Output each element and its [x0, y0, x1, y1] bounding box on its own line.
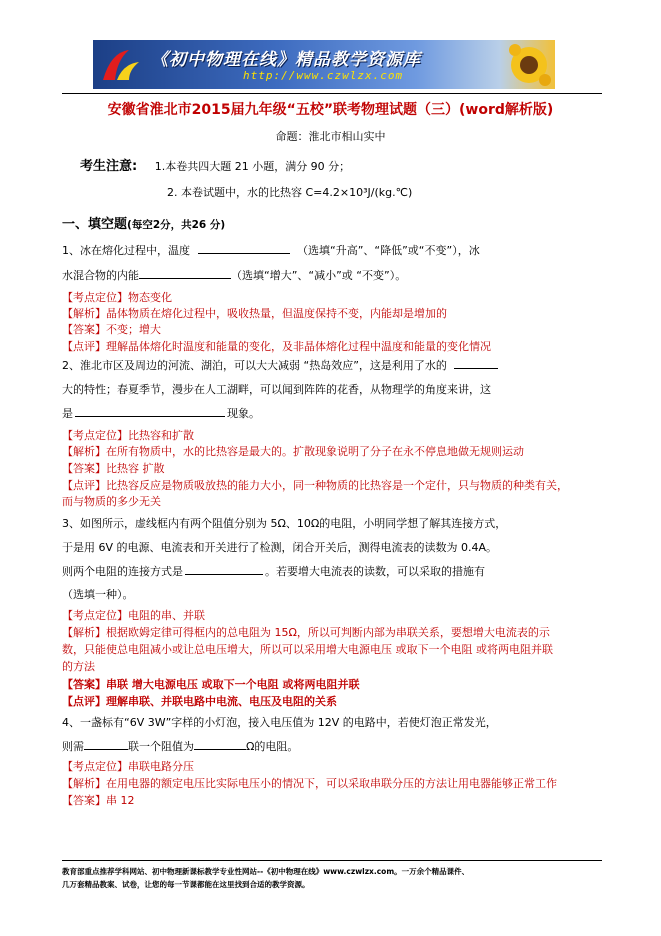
footer-line-2: 几万套精品教案、试卷，让您的每一节课都能在这里找到合适的教学资源。: [62, 880, 310, 889]
notice: [80, 155, 350, 174]
question-2-line-1: 2、淮北市区及周边的河流、湖泊，可以大大减弱 “热岛效应”，这是利用了水的: [62, 357, 498, 373]
sunflower-image: [507, 44, 551, 86]
q3-analysis: 【解析】根据欧姆定律可得框内的总电阻为 15Ω，所以可判断内部为串联关系，要想增大电流表的示: [62, 626, 550, 639]
q4-point: 【考点定位】串联电路分压: [62, 760, 194, 773]
answer-blank[interactable]: [454, 358, 498, 369]
answer-blank[interactable]: [194, 739, 246, 750]
question-3-line-1: 3、如图所示，虚线框内有两个阻值分别为 5Ω、10Ω的电阻，小明同学想了解其连接方式，: [62, 517, 507, 530]
q1-answer: 【答案】不变；增大: [62, 323, 161, 336]
section-title: 一、填空题: [62, 217, 128, 232]
header-divider: [62, 93, 602, 94]
q2-comment: 【点评】比热容反应是物质吸放热的能力大小，同一种物质的比热容是一个定什，只与物质的种类有关，: [62, 479, 568, 492]
q3-analysis-end: 的方法: [62, 660, 95, 673]
answer-blank[interactable]: [198, 243, 290, 254]
footer-line-1: 教育部重点推荐学科网站、初中物理新课标教学专业性网站--《初中物理在线》www.czwlzx.com。一万余个精品课件、: [62, 867, 470, 876]
q3-answer: 【答案】串联 增大电源电压 或取下一个电阻 或将两电阻并联: [62, 678, 360, 691]
q2-point: 【考点定位】比热容和扩散: [62, 429, 194, 442]
page-title: 安徽省淮北市2015届九年级“五校”联考物理试题（三）(word解析版): [107, 102, 554, 118]
question-2-line-3: 是 现象。: [62, 407, 260, 420]
question-3-line-2: 于是用 6V 的电源、电流表和开关进行了检测，闭合开关后，测得电流表的读数为 0.4A。: [62, 541, 498, 554]
section-heading: [62, 213, 225, 232]
answer-blank[interactable]: [84, 739, 128, 750]
notice-label: 考生注意:: [80, 159, 138, 174]
header-banner: [93, 40, 555, 89]
question-1-line-2: 水混合物的内能 （选填“增大”、“减小”或 “不变”）。: [62, 269, 407, 282]
question-1-line-1: 1、冰在熔化过程中，温度 （选填“升高”、“降低”或“不变”），冰: [62, 244, 480, 257]
notice-item-2: 2. 本卷试题中，水的比热容 C=4.2×10³J/(kg.℃): [167, 186, 413, 199]
question-4-line-1: 4、一盏标有“6V 3W”字样的小灯泡，接入电压值为 12V 的电路中，若使灯泡正常发光，: [62, 716, 497, 729]
question-3-line-3: 则两个电阻的连接方式是 。若要增大电流表的读数，可以采取的措施有: [62, 565, 485, 578]
answer-blank[interactable]: [185, 564, 263, 575]
page-subtitle: 命题：淮北市相山实中: [275, 130, 386, 143]
q1-point: 【考点定位】物态变化: [62, 291, 172, 304]
footer-divider: [62, 860, 602, 861]
answer-blank[interactable]: [75, 406, 225, 417]
q1-analysis: 【解析】晶体物质在熔化过程中，吸收热量，但温度保持不变，内能却是增加的: [62, 307, 447, 320]
q3-point: 【考点定位】电阻的串、并联: [62, 609, 205, 622]
notice-item-1: 1.本卷共四大题 21 小题，满分 90 分；: [154, 160, 351, 173]
q1-comment: 【点评】理解晶体熔化时温度和能量的变化，及非晶体熔化过程中温度和能量的变化情况: [62, 340, 491, 353]
answer-blank[interactable]: [139, 268, 231, 279]
banner-title: 《初中物理在线》精品教学资源库: [151, 50, 421, 70]
q2-answer: 【答案】比热容 扩散: [62, 462, 165, 475]
q2-comment-cont: 而与物质的多少无关: [62, 495, 161, 508]
q3-analysis-cont: 数，只能使总电阻减小或让总电压增大，所以可以采用增大电源电压 或取下一个电阻 或将两电阻并联: [62, 643, 553, 656]
banner-url: http://www.czwlzx.com: [243, 69, 404, 82]
q3-comment: 【点评】理解串联、并联电路中电流、电压及电阻的关系: [62, 695, 337, 708]
section-note: (每空2分，共26 分): [127, 219, 226, 231]
logo-icon: [99, 46, 143, 84]
q4-analysis: 【解析】在用电器的额定电压比实际电压小的情况下，可以采取串联分压的方法让用电器能够正常工作: [62, 777, 557, 790]
question-3-line-4: （选填一种）。: [62, 588, 134, 601]
question-4-line-2: 则需 联一个阻值为 Ω的电阻。: [62, 740, 299, 753]
q4-answer: 【答案】串 12: [62, 794, 135, 807]
q2-analysis: 【解析】在所有物质中，水的比热容是最大的。扩散现象说明了分子在永不停息地做无规则运动: [62, 445, 524, 458]
question-2-line-2: 大的特性；春夏季节，漫步在人工湖畔，可以闻到阵阵的花香，从物理学的角度来讲，这: [62, 383, 491, 396]
